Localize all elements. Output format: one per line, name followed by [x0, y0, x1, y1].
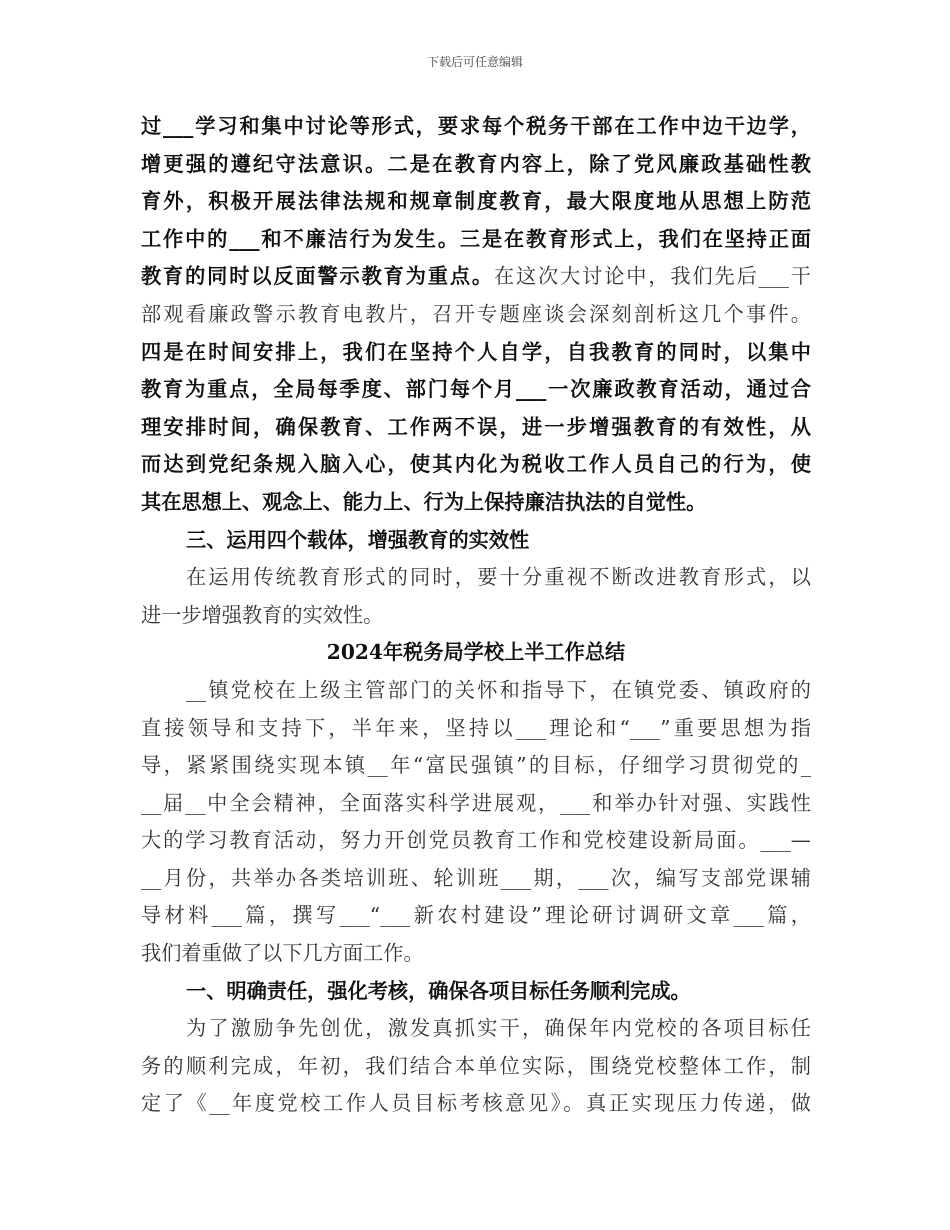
- text-line: 而达到党纪条规入脑入心，使其内化为税收工作人员自己的行为，使: [141, 452, 811, 477]
- document-title: 2024年税务局学校上半工作总结: [326, 640, 626, 665]
- text-line: 育外，积极开展法律法规和规章制度教育，最大限度地从思想上防范: [141, 189, 811, 214]
- text-line: __届__中全会精神，全面落实科学进展观，___和举办针对强、实践性: [141, 790, 811, 815]
- document-body: [141, 108, 811, 1123]
- text-line: 部观看廉政警示教育电教片，召开专题座谈会深刻剖析这几个事件。: [141, 301, 811, 326]
- text-line: 增更强的遵纪守法意识。二是在教育内容上，除了党风廉政基础性教: [141, 151, 811, 176]
- text-line: 在运用传统教育形式的同时，要十分重视不断改进教育形式，以: [186, 565, 811, 590]
- section-heading: 一、明确责任，强化考核，确保各项目标任务顺利完成。: [186, 978, 691, 1003]
- text-line: 大的学习教育活动，努力开创党员教育工作和党校建设新局面。___—: [141, 828, 811, 853]
- text-line: 过___学习和集中讨论等形式，要求每个税务干部在工作中边干边学，: [141, 114, 811, 138]
- text-line: 教育为重点，全局每季度、部门每个月___一次廉政教育活动，通过合: [141, 377, 811, 402]
- text-line: 其在思想上、观念上、能力上、行为上保持廉洁执法的自觉性。: [141, 489, 707, 514]
- text-line: 理安排时间，确保教育、工作两不误，进一步增强教育的有效性，从: [141, 414, 811, 439]
- text-regular-segment: 在这次大讨论中，我们先后___干: [493, 264, 811, 289]
- text-line: 进一步增强教育的实效性。: [141, 602, 384, 627]
- text-line: 导材料___篇，撰写___“___新农村建设”理论研讨调研文章___篇，: [141, 903, 811, 928]
- text-line: 直接领导和支持下，半年来，坚持以___理论和“___”重要思想为指: [141, 715, 811, 740]
- text-line: 定了《__年度党校工作人员目标考核意见》。真正实现压力传递，做: [141, 1091, 811, 1116]
- text-line: 我们着重做了以下几方面工作。: [141, 941, 424, 966]
- text-line: 务的顺利完成，年初，我们结合本单位实际，围绕党校整体工作，制: [141, 1053, 811, 1078]
- text-bold-segment: 教育的同时以反面警示教育为重点。: [141, 264, 494, 289]
- text-line: __镇党校在上级主管部门的关怀和指导下，在镇党委、镇政府的: [186, 677, 811, 702]
- text-line: 导，紧紧围绕实现本镇__年“富民强镇”的目标，仔细学习贯彻党的_: [141, 753, 811, 778]
- text-line: __月份，共举办各类培训班、轮训班___期，___次，编写支部党课辅: [141, 865, 811, 890]
- text-line: 为了激励争先创优，激发真抓实干，确保年内党校的各项目标任: [186, 1016, 811, 1041]
- header-note: 下载后可任意编辑: [426, 55, 523, 69]
- text-line-mixed: [141, 258, 811, 296]
- text-line: 四是在时间安排上，我们在坚持个人自学，自我教育的同时，以集中: [141, 339, 811, 364]
- text-line: 工作中的___和不廉洁行为发生。三是在教育形式上，我们在坚持正面: [141, 226, 811, 251]
- section-heading: 三、运用四个载体，增强教育的实效性: [186, 527, 530, 552]
